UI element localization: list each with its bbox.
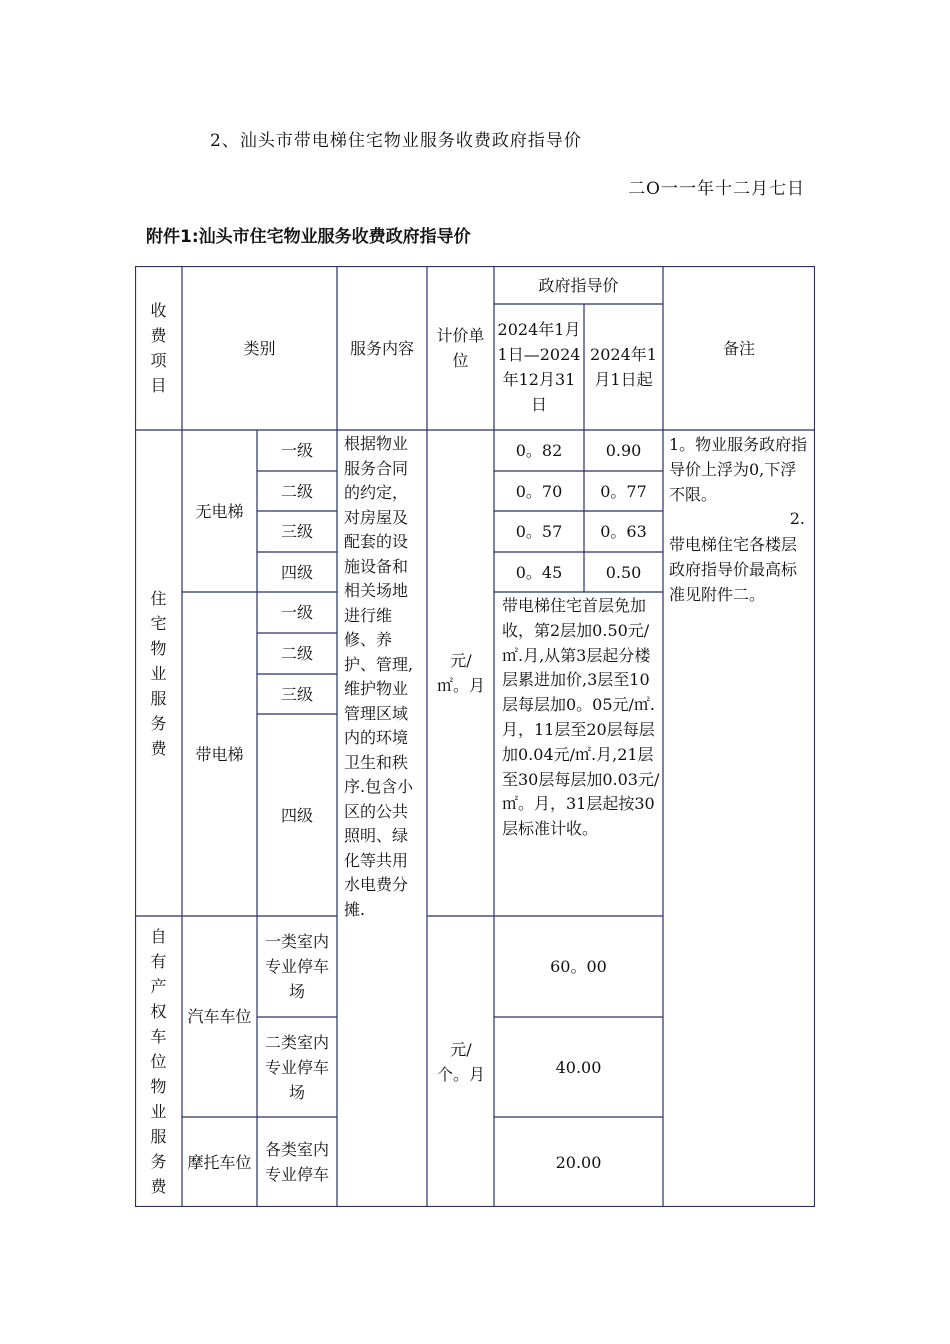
level-2-elevator: 二级 — [280, 644, 313, 663]
level-3: 三级 — [280, 522, 313, 541]
remarks-1: 1。物业服务政府指导价上浮为0,下浮不限。 — [669, 435, 808, 504]
level-3-elevator: 三级 — [280, 684, 313, 704]
document-date: 二O一一年十二月七日 — [628, 179, 805, 199]
price-moto: 20.00 — [555, 1152, 602, 1172]
group1-item: 住宅物业服务费 — [150, 588, 167, 758]
service-content: 根据物业服务合同的约定，对房屋及配套的设施设备和相关场地进行维修、养护、管理,维护物业管理区域内的环境卫生和秩序.包含小区的公共照明、绿化等共用水电费分摊. — [344, 434, 414, 919]
header-item: 收费项目 — [150, 301, 167, 395]
header-period1: 2024年1月1日—2024年12月31日 — [497, 320, 581, 414]
moto-type: 各类室内 专业停车 — [264, 1140, 329, 1184]
price-car-type2: 40.00 — [555, 1057, 602, 1077]
price-p2-level4: 0.50 — [605, 562, 642, 582]
header-remarks: 备注 — [722, 338, 755, 358]
page-title: 附件1:汕头市住宅物业服务收费政府指导价 — [146, 227, 471, 247]
unit-per-sqm: 元/㎡。月 — [436, 651, 485, 695]
fee-table — [135, 266, 815, 1207]
price-p1-level3: 0。57 — [515, 522, 563, 541]
moto-space-label: 摩托车位 — [187, 1152, 252, 1172]
no-elevator-label: 无电梯 — [195, 501, 244, 521]
price-p1-level2: 0。70 — [515, 481, 563, 501]
remarks-2-number: 2. — [789, 509, 805, 528]
header-category: 类别 — [243, 338, 276, 358]
header-gov-price: 政府指导价 — [538, 275, 619, 295]
elevator-note: 带电梯住宅首层免加收，第2层加0.50元/㎡.月,从第3层起分楼层累进加价,3层至10层每层加0。05元/㎡.月，11层至20层每层加0.04元/㎡.月,21层至30层每层加0.03元/㎡。月，31层起按30层标准计收。 — [502, 596, 660, 839]
header-unit: 计价单位 — [436, 326, 485, 370]
price-p2-level1: 0.90 — [605, 441, 642, 460]
price-car-type1: 60。00 — [550, 957, 607, 976]
level-4: 四级 — [280, 562, 313, 582]
car-type2: 二类室内 专业停车场 — [264, 1032, 329, 1102]
unit-per-space: 元/个。月 — [436, 1039, 485, 1084]
price-p1-level4: 0。45 — [515, 562, 563, 582]
car-type1: 一类室内 专业停车场 — [264, 932, 329, 1001]
price-p2-level2: 0。77 — [600, 481, 647, 501]
remarks-2: 带电梯住宅各楼层政府指导价最高标准见附件二。 — [669, 535, 798, 604]
header-period2: 2024年1月1日起 — [590, 345, 657, 389]
group2-item: 自有产权车位物业服务费 — [150, 927, 167, 1196]
price-p2-level3: 0。63 — [600, 522, 647, 541]
level-1-elevator: 一级 — [280, 603, 313, 622]
with-elevator-label: 带电梯 — [195, 744, 244, 764]
level-1: 一级 — [280, 441, 313, 460]
level-2: 二级 — [280, 481, 313, 501]
header-content: 服务内容 — [349, 338, 414, 358]
price-p1-level1: 0。82 — [515, 441, 563, 460]
car-space-label: 汽车车位 — [187, 1007, 252, 1026]
level-4-elevator: 四级 — [280, 805, 313, 825]
intro-line: 2、汕头市带电梯住宅物业服务收费政府指导价 — [210, 131, 582, 151]
